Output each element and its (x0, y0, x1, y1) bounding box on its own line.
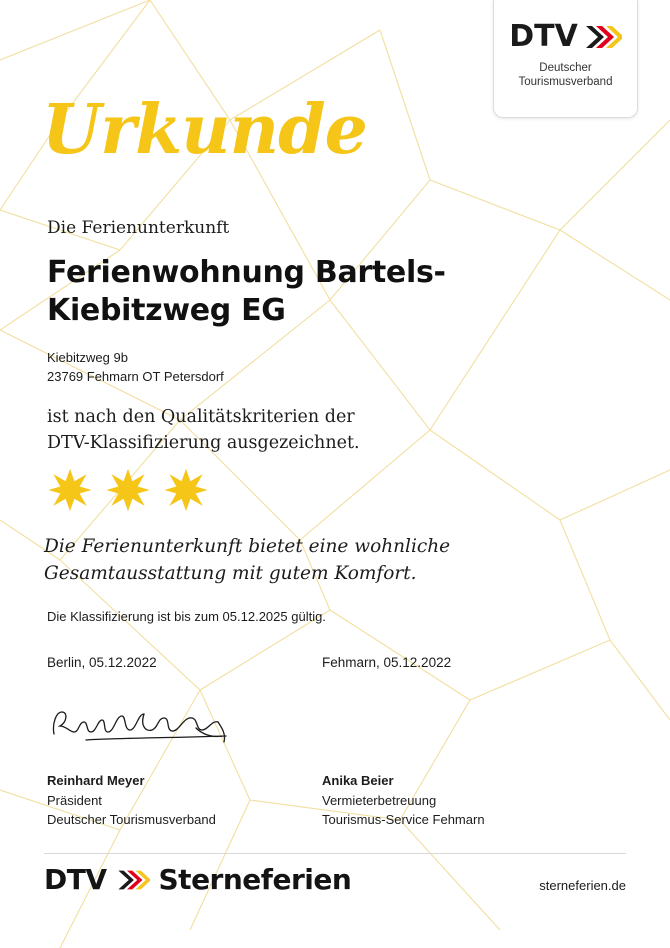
signature-left-date: Berlin, 05.12.2022 (47, 655, 157, 670)
criteria-line-1: ist nach den Qualitätskriterien der (47, 407, 355, 427)
star-icon (48, 468, 92, 512)
address-line-2: 23769 Fehmarn OT Petersdorf (47, 368, 224, 384)
description-line-2: Gesamtausstattung mit gutem Komfort. (44, 562, 417, 584)
star-icon (164, 468, 208, 512)
signature-left-role: Präsident (47, 792, 102, 808)
handwritten-signature (46, 698, 246, 753)
property-name: Ferienwohnung Bartels-Kiebitzweg EG (47, 255, 446, 329)
signature-left-org: Deutscher Tourismusverband (47, 812, 216, 827)
footer-url: sterneferien.de (539, 878, 626, 893)
footer-dtv-text: DTV (44, 863, 107, 896)
signature-left-name: Reinhard Meyer (47, 773, 145, 788)
criteria-statement (47, 404, 567, 457)
footer-chevron-icon (116, 868, 150, 892)
dtv-chevron-icon (584, 23, 622, 51)
star-icon (106, 468, 150, 512)
signature-right-org: Tourismus-Service Fehmarn (322, 812, 485, 827)
validity-note: Die Klassifizierung ist bis zum 05.12.2025 gültig. (47, 609, 326, 624)
signature-left-block (47, 771, 216, 830)
dtv-subtitle-line2: Tourismusverband (518, 76, 613, 89)
star-rating (48, 468, 208, 512)
rating-description (44, 534, 574, 588)
description-line-1: Die Ferienunterkunft bietet eine wohnliche (44, 536, 451, 557)
footer-brand-name: Sterneferien (158, 863, 352, 896)
signature-right-name: Anika Beier (322, 773, 394, 788)
dtv-logo-text: DTV (509, 19, 578, 54)
signature-right-role: Vermieterbetreuung (322, 792, 437, 808)
footer-divider (44, 853, 626, 854)
intro-label: Die Ferienunterkunft (47, 218, 230, 238)
page-title: Urkunde (42, 90, 367, 170)
signature-right-block (322, 771, 485, 830)
property-address (47, 349, 224, 387)
criteria-line-2: DTV-Klassifizierung ausgezeichnet. (47, 433, 360, 454)
dtv-subtitle-line1: Deutscher (539, 62, 592, 74)
signature-right-date: Fehmarn, 05.12.2022 (322, 655, 452, 670)
footer-brand (44, 863, 352, 896)
address-line-1: Kiebitzweg 9b (47, 350, 128, 365)
dtv-logo-box (493, 0, 638, 118)
